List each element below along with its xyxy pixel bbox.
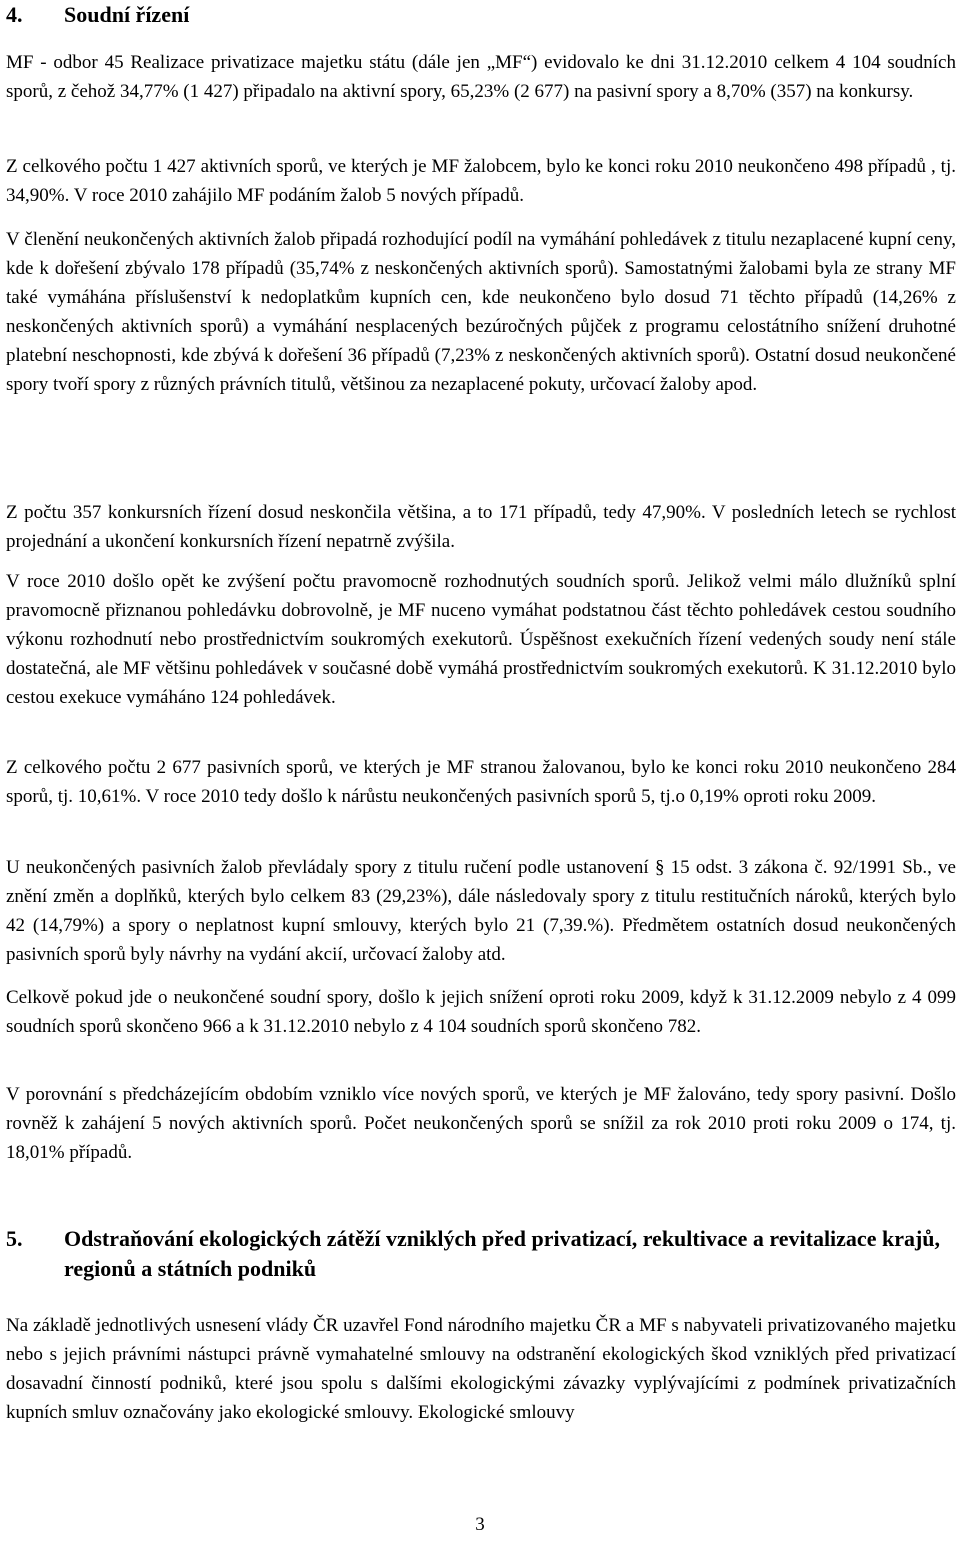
paragraph-4-9: V porovnání s předcházejícím obdobím vzniklo více nových sporů, ve kterých je MF žalováno, tedy spory pasivní. Došlo rovněž k zahájení 5 nových aktivních sporů. Počet neukončených sporů se snížil za rok 2010 proti roku 2009 o 174, tj. 18,01% případů. xyxy=(6,1084,956,1163)
paragraph-4-6: Z celkového počtu 2 677 pasivních sporů, ve kterých je MF stranou žalovanou, bylo ke konci roku 2010 neukončeno 284 sporů, tj. 10,61%. V roce 2010 tedy došlo k nárůstu neukončených pasivních sporů 5, tj.o 0,19% oproti roku 2009. xyxy=(6,757,956,807)
paragraph-4-2: Z celkového počtu 1 427 aktivních sporů, ve kterých je MF žalobcem, bylo ke konci roku 2010 neukončeno 498 případů , tj. 34,90%. V roce 2010 zahájilo MF podáním žalob 5 nových případů. xyxy=(6,156,956,206)
section-5-title: Odstraňování ekologických zátěží vzniklých před privatizací, rekultivace a revitalizace krajů, regionů a státních podniků xyxy=(64,1226,941,1281)
section-4-heading xyxy=(6,0,956,30)
section-4-title: Soudní řízení xyxy=(64,2,190,27)
paragraph-5-1: Na základě jednotlivých usnesení vlády ČR uzavřel Fond národního majetku ČR a MF s nabyvateli privatizovaného majetku nebo s jejich právními nástupci právně vymahatelné smlouvy na odstranění ekologických škod vzniklých před privatizací dosavadní činností podniků, které jsou spolu s dalšími ekologickými závazky vyplývajícími z podmínek privatizačních kupních smluv označovány jako ekologické smlouvy. Ekologické smlouvy xyxy=(6,1315,956,1423)
paragraph-4-5: V roce 2010 došlo opět ke zvýšení počtu pravomocně rozhodnutých soudních sporů. Jelikož velmi málo dlužníků splní pravomocně přiznanou pohledávku dobrovolně, je MF nuceno vymáhat podstatnou část těchto pohledávek cestou soudního výkonu rozhodnutí nebo prostřednictvím soukromých exekutorů. Úspěšnost exekučních řízení vedených soudy není stále dostatečná, ale MF většinu pohledávek v současné době vymáhá prostřednictvím soukromých exekutorů. K 31.12.2010 bylo cestou exekuce vymáháno 124 pohledávek. xyxy=(6,571,956,708)
paragraph-4-4: Z počtu 357 konkursních řízení dosud neskončila většina, a to 171 případů, tedy 47,90%. V posledních letech se rychlost projednání a ukončení konkursních řízení nepatrně zvýšila. xyxy=(6,502,956,552)
paragraph-4-3: V členění neukončených aktivních žalob připadá rozhodující podíl na vymáhání pohledávek z titulu nezaplacené kupní ceny, kde k dořešení zbývalo 178 případů (35,74% z neskončených aktivních sporů). Samostatnými žalobami byla ze strany MF také vymáhána příslušenství k nedoplatkům kupních cen, kde neukončeno bylo dosud 71 těchto případů (14,26% z neskončených aktivních sporů) a vymáhání nesplacených bezúročných půjček z programu celostátního snížení druhotné platební neschopnosti, kde zbývá k dořešení 36 případů (7,23% z neskončených aktivních sporů). Ostatní dosud neukončené spory tvoří spory z různých právních titulů, většinou za nezaplacené pokuty, určovací žaloby apod. xyxy=(6,229,956,395)
section-5-heading xyxy=(6,1224,956,1284)
paragraph-4-1: MF - odbor 45 Realizace privatizace majetku státu (dále jen „MF“) evidovalo ke dni 31.12.2010 celkem 4 104 soudních sporů, z čehož 34,77% (1 427) připadalo na aktivní spory, 65,23% (2 677) na pasivní spory a 8,70% (357) na konkursy. xyxy=(6,52,956,102)
section-5-number: 5. xyxy=(6,1226,23,1251)
paragraph-4-7: U neukončených pasivních žalob převládaly spory z titulu ručení podle ustanovení § 15 odst. 3 zákona č. 92/1991 Sb., ve znění změn a doplňků, kterých bylo celkem 83 (29,23%), dále následovaly spory z titulu restitučních nároků, kterých bylo 42 (14,79%) a spory o neplatnost kupní smlouvy, kterých bylo 21 (7,39.%). Předmětem ostatních dosud neukončených pasivních sporů byly návrhy na vydání akcií, určovací žaloby atd. xyxy=(6,857,956,965)
section-4-number: 4. xyxy=(6,2,23,27)
page-number: 3 xyxy=(475,1514,485,1535)
paragraph-4-8: Celkově pokud jde o neukončené soudní spory, došlo k jejich snížení oproti roku 2009, když k 31.12.2009 nebylo z 4 099 soudních sporů skončeno 966 a k 31.12.2010 nebylo z 4 104 soudních sporů skončeno 782. xyxy=(6,987,956,1037)
